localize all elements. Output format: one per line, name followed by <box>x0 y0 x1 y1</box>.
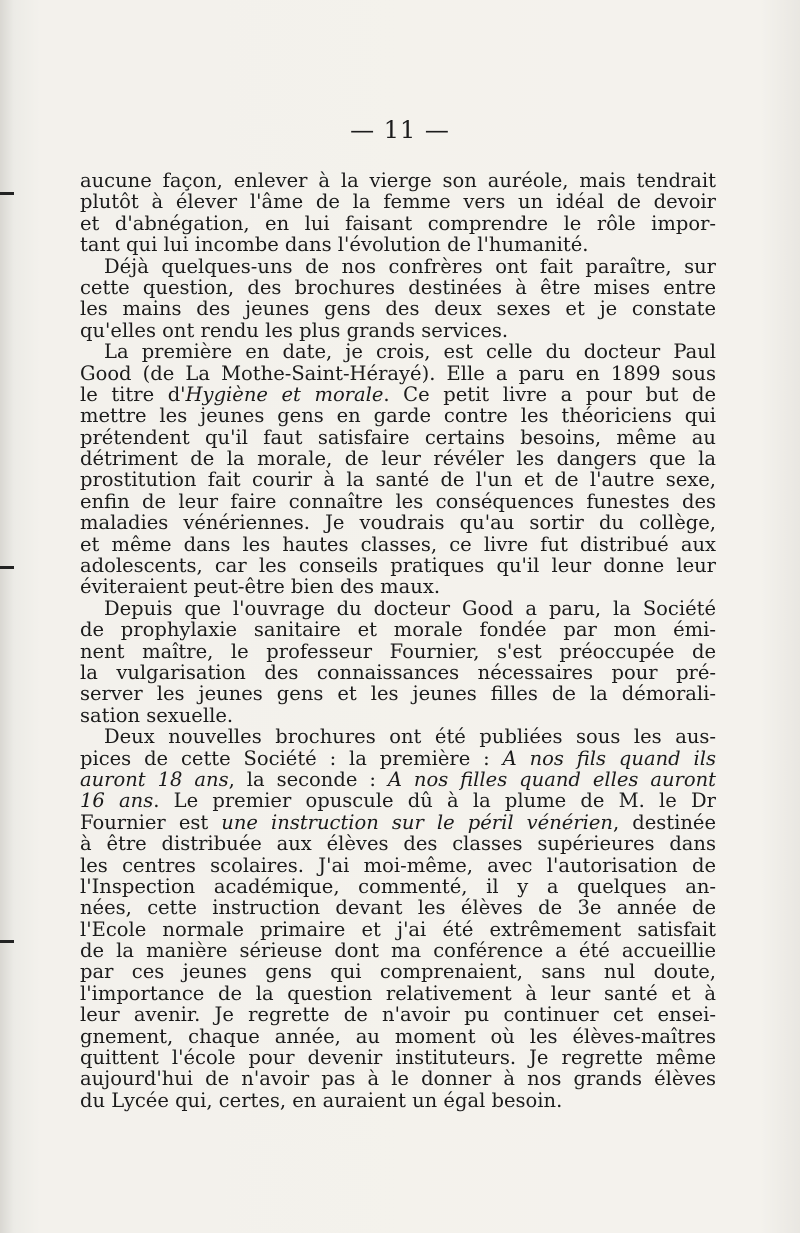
text-line: du Lycée qui, certes, en auraient un égal besoin. <box>80 1088 563 1112</box>
line-part: , destinée <box>612 810 716 834</box>
brochure-title: A nos fils quand ils <box>502 746 716 770</box>
margin-mark <box>0 192 14 195</box>
text-line: cette question, des brochures destinées à être mises entre <box>80 275 716 299</box>
text-line: détriment de la morale, de leur révéler les dangers que la <box>80 447 716 471</box>
text-line <box>80 748 716 769</box>
text-line: Good (de La Mothe-Saint-Hérayé). Elle a paru en 1899 sous <box>80 361 716 385</box>
text-line: et même dans les hautes classes, ce livre fut distribué aux <box>80 532 716 556</box>
text-line: à être distribuée aux élèves des classes supérieures dans <box>80 832 716 856</box>
text-line: Deux nouvelles brochures ont été publiées sous les aus- <box>104 725 716 749</box>
text-line: server les jeunes gens et les jeunes filles de la démorali- <box>80 682 716 706</box>
text-line: enfin de leur faire connaître les conséquences funestes des <box>80 489 716 513</box>
text-line: l'importance de la question relativement à leur santé et à <box>80 981 716 1005</box>
text-line: de prophylaxie sanitaire et morale fondée par mon émi- <box>80 618 716 642</box>
text-line: et d'abnégation, en lui faisant comprendre le rôle impor- <box>80 211 716 235</box>
text-line: qu'elles ont rendu les plus grands services. <box>80 318 509 342</box>
text-line: mettre les jeunes gens en garde contre les théoriciens qui <box>80 404 716 428</box>
line-part: , la seconde : <box>228 767 388 791</box>
text-line: tant qui lui incombe dans l'évolution de l'humanité. <box>80 233 589 257</box>
text-line: La première en date, je crois, est celle du docteur Paul <box>104 340 716 364</box>
brochure-title: auront 18 ans <box>80 767 229 791</box>
text-line: leur avenir. Je regrette de n'avoir pu continuer cet ensei- <box>80 1003 716 1027</box>
text-line <box>80 769 716 790</box>
margin-mark <box>0 940 14 943</box>
line-part: pices de cette Société : la première : <box>80 746 503 770</box>
brochure-title: 16 ans <box>80 789 154 813</box>
text-line <box>80 812 716 833</box>
text-line: nées, cette instruction devant les élèves de 3e année de <box>80 896 716 920</box>
line-part: . Le premier opuscule dû à la plume de M. le Dr <box>153 789 716 813</box>
text-line: aucune façon, enlever à la vierge son auréole, mais tendrait <box>80 169 716 192</box>
text-line: éviteraient peut-être bien des maux. <box>80 575 441 599</box>
text-line: l'Inspection académique, commenté, il y a quelques an- <box>80 874 716 898</box>
text-line: de la manière sérieuse dont ma conférence a été accueillie <box>80 939 716 963</box>
book-title: Hygiène et morale <box>185 382 384 406</box>
text-line: nent maître, le professeur Fournier, s'est préoccupée de <box>80 639 716 663</box>
text-line: prétendent qu'il faut satisfaire certains besoins, même au <box>80 425 716 449</box>
text-line: adolescents, car les conseils pratiques qu'il leur donne leur <box>80 554 716 578</box>
brochure-title: A nos filles quand elles auront <box>387 767 716 791</box>
margin-mark <box>0 566 14 569</box>
text-line: les mains des jeunes gens des deux sexes et je constate <box>80 297 716 321</box>
text-line: l'Ecole normale primaire et j'ai été extrêmement satisfait <box>80 917 716 941</box>
line-part: Fournier est <box>80 810 222 834</box>
text-line: Déjà quelques-uns de nos confrères ont fait paraître, sur <box>104 254 716 278</box>
text-line: les centres scolaires. J'ai moi-même, avec l'autorisation de <box>80 853 716 877</box>
text-line: Depuis que l'ouvrage du docteur Good a paru, la Société <box>104 596 716 620</box>
line-part: le titre d' <box>80 382 186 406</box>
text-line: aujourd'hui de n'avoir pas à le donner à nos grands élèves <box>80 1067 716 1091</box>
text-line: prostitution fait courir à la santé de l'un et de l'autre sexe, <box>80 468 716 492</box>
text-line <box>80 384 716 405</box>
text-line: quittent l'école pour devenir instituteurs. Je regrette même <box>80 1046 716 1070</box>
text-line: gnement, chaque année, au moment où les élèves-maîtres <box>80 1024 716 1048</box>
text-line: plutôt à élever l'âme de la femme vers un idéal de devoir <box>80 190 716 214</box>
body-text <box>80 170 716 1111</box>
text-line: maladies vénériennes. Je voudrais qu'au sortir du collège, <box>80 511 716 535</box>
text-line: sation sexuelle. <box>80 703 234 727</box>
text-line: par ces jeunes gens qui comprenaient, sans nul doute, <box>80 960 716 984</box>
line-part: . Ce petit livre a pour but de <box>383 382 716 406</box>
page-number: — 11 — <box>350 116 450 144</box>
text-line: la vulgarisation des connaissances nécessaires pour pré- <box>80 660 716 684</box>
text-line <box>80 790 716 811</box>
instruction-title: une instruction sur le péril vénérien <box>221 810 613 834</box>
